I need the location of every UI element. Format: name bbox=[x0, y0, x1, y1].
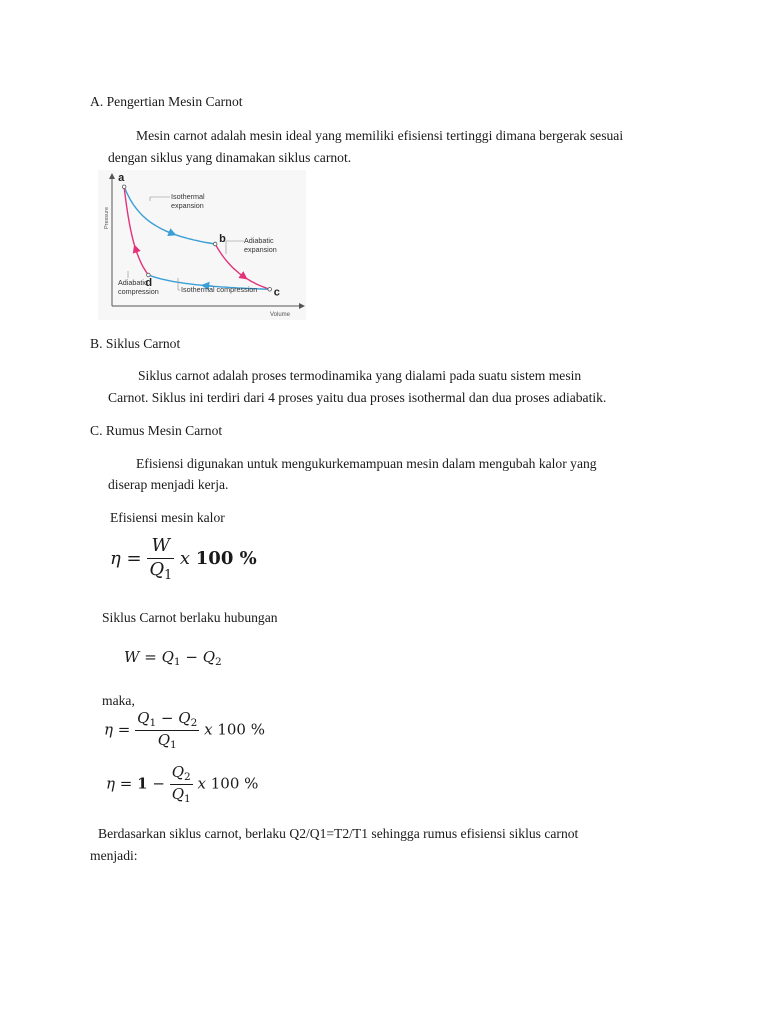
state-point-c bbox=[268, 288, 272, 292]
section-b-heading: B. Siklus Carnot bbox=[90, 336, 181, 351]
formula-efficiency-simplified: η = 1 − $\frac{Q_2}{Q_1}$ x 100 % bbox=[106, 763, 259, 806]
section-a-heading: A. Pengertian Mesin Carnot bbox=[90, 94, 243, 109]
maka-label: maka, bbox=[102, 693, 135, 708]
state-label-d: d bbox=[145, 277, 153, 289]
section-c-paragraph-line-2: diserap menjadi kerja. bbox=[108, 477, 229, 492]
formula-work: $W = Q_1 - Q_2$ bbox=[124, 648, 222, 669]
section-c-heading: C. Rumus Mesin Carnot bbox=[90, 423, 223, 438]
closing-line-1: Berdasarkan siklus carnot, berlaku Q2/Q1=T2/T1 sehingga rumus efisiensi siklus carnot bbox=[98, 826, 579, 841]
y-axis-label: Pressure bbox=[104, 206, 110, 230]
state-label-c: c bbox=[273, 286, 280, 299]
annotation-isothermal-compression: Isothermal compression bbox=[181, 285, 258, 294]
closing-line-2: menjadi: bbox=[90, 848, 138, 863]
formula-efficiency: η = $\frac{W}{Q_1}$ x 100 % bbox=[110, 535, 257, 582]
section-a-paragraph-line-2: dengan siklus yang dinamakan siklus carnot. bbox=[108, 150, 352, 165]
annotation-isothermal-expansion: Isothermal expansion bbox=[171, 192, 205, 210]
state-point-a bbox=[122, 185, 126, 189]
state-label-b: b bbox=[219, 233, 226, 245]
relation-label: Siklus Carnot berlaku hubungan bbox=[102, 610, 278, 625]
state-label-a: a bbox=[118, 171, 125, 184]
x-axis-label: Volume bbox=[270, 312, 291, 318]
state-point-b bbox=[213, 242, 217, 246]
section-c-paragraph-line-1: Efisiensi digunakan untuk mengukurkemampuan mesin dalam mengubah kalor yang bbox=[136, 456, 597, 471]
section-a-paragraph-line-1: Mesin carnot adalah mesin ideal yang memiliki efisiensi tertinggi dimana bergerak sesuai bbox=[136, 128, 624, 143]
annotation-adiabatic-expansion: Adiabatic expansion bbox=[244, 236, 277, 254]
section-b-paragraph-line-1: Siklus carnot adalah proses termodinamika yang dialami pada suatu sistem mesin bbox=[138, 368, 582, 383]
formula-efficiency-q: η = $\frac{Q_1 - Q_2}{Q_1}$ x 100 % bbox=[104, 709, 265, 752]
efficiency-label: Efisiensi mesin kalor bbox=[110, 510, 225, 525]
carnot-pv-diagram bbox=[98, 170, 306, 320]
section-b-paragraph-line-2: Carnot. Siklus ini terdiri dari 4 proses yaitu dua proses isothermal dan dua proses adiabatik. bbox=[108, 390, 607, 405]
annotation-adiabatic-compression: Adiabatic compression bbox=[118, 278, 159, 296]
